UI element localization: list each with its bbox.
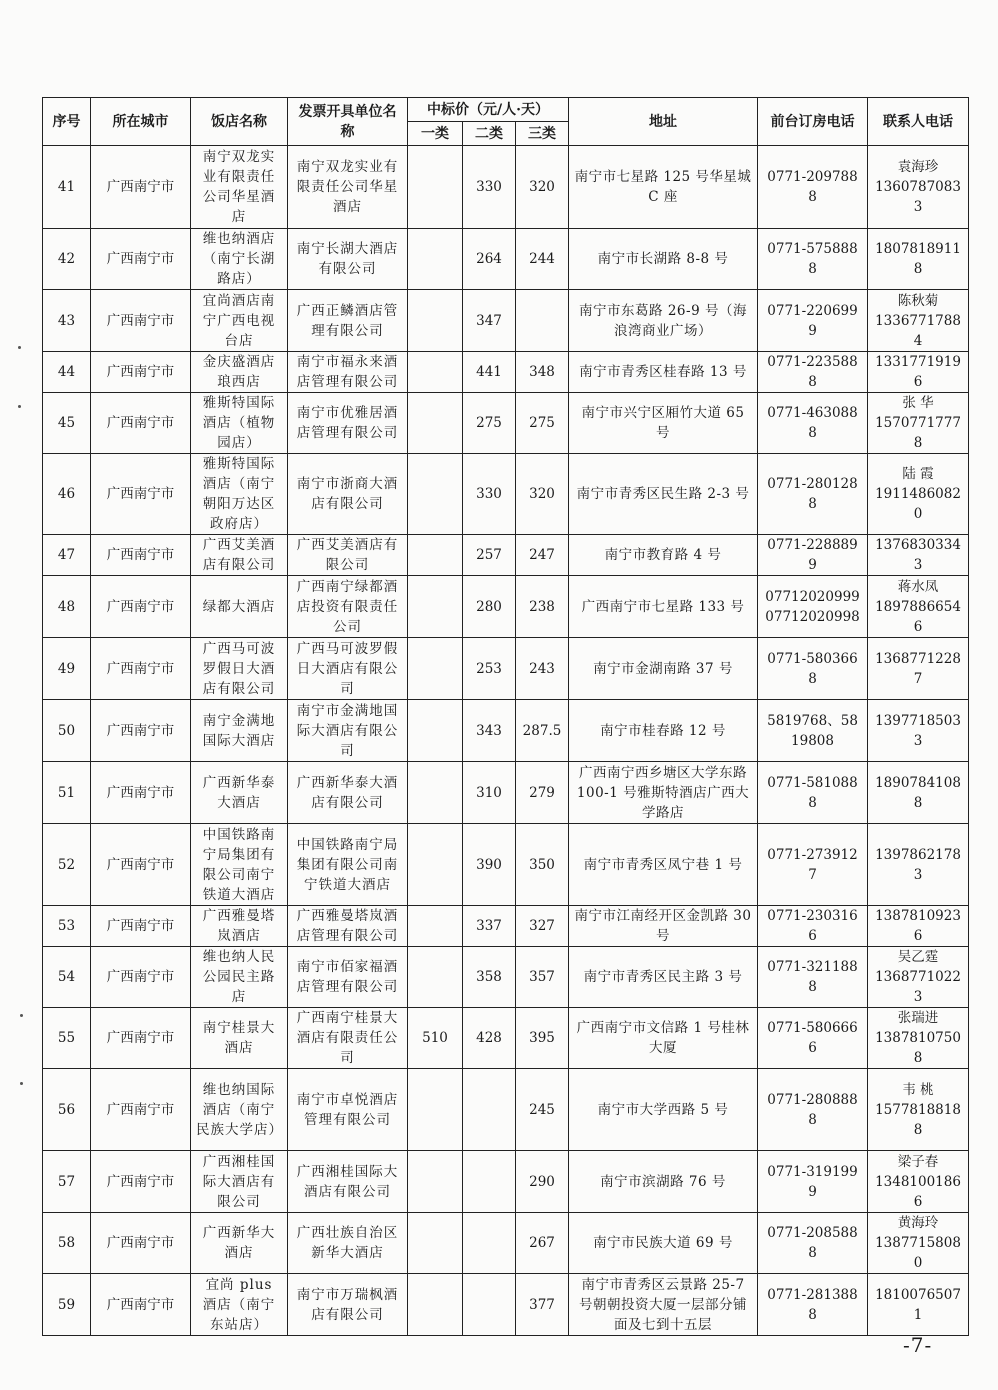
- cell-price-class3: 247: [516, 535, 569, 576]
- hotel-table: [42, 97, 969, 1336]
- cell-seq: 55: [43, 1008, 91, 1069]
- cell-contact: [868, 947, 969, 1008]
- cell-front-phone: 0771-5758888: [758, 229, 868, 290]
- cell-seq: 49: [43, 638, 91, 700]
- scan-speck: [20, 1082, 23, 1085]
- scan-speck: [20, 1014, 23, 1017]
- cell-hotel-name: 中国铁路南宁局集团有限公司南宁铁道大酒店: [191, 824, 288, 906]
- cell-price-class2: 330: [463, 454, 516, 535]
- scan-speck: [18, 405, 21, 408]
- cell-hotel-name: 维也纳国际酒店（南宁民族大学店）: [191, 1069, 288, 1151]
- contact-phone: 13367717884: [875, 312, 961, 349]
- cell-front-phone: 0771-5806666: [758, 1008, 868, 1069]
- cell-contact: [868, 638, 969, 700]
- cell-contact: [868, 762, 969, 824]
- cell-invoice-unit: 广西艾美酒店有限公司: [288, 535, 408, 576]
- cell-city: 广西南宁市: [91, 576, 191, 638]
- cell-price-class3: 348: [516, 352, 569, 393]
- cell-city: 广西南宁市: [91, 947, 191, 1008]
- table-row: [43, 1151, 969, 1213]
- cell-price-class2: 441: [463, 352, 516, 393]
- cell-address: 南宁市青秀区民主路 3 号: [569, 947, 758, 1008]
- cell-front-phone: 5819768、5819808: [758, 700, 868, 762]
- cell-address: 广西南宁市七星路 133 号: [569, 576, 758, 638]
- contact-phone: 18978866546: [875, 598, 961, 635]
- cell-hotel-name: 雅斯特国际酒店（南宁朝阳万达区政府店）: [191, 454, 288, 535]
- cell-seq: 52: [43, 824, 91, 906]
- header-hotel: 饭店名称: [191, 98, 288, 146]
- cell-price-class2: 280: [463, 576, 516, 638]
- cell-contact: [868, 393, 969, 454]
- cell-price-class2: 358: [463, 947, 516, 1008]
- cell-price-class1: [408, 146, 463, 229]
- cell-city: 广西南宁市: [91, 352, 191, 393]
- cell-contact: [868, 906, 969, 947]
- contact-phone: 13607870833: [875, 179, 961, 215]
- cell-city: 广西南宁市: [91, 393, 191, 454]
- cell-contact: [868, 146, 969, 229]
- table-row: [43, 1008, 969, 1069]
- cell-front-phone: 0771-5810888: [758, 762, 868, 824]
- contact-name: 黄海玲: [897, 1215, 939, 1231]
- cell-price-class1: [408, 229, 463, 290]
- cell-price-class1: [408, 700, 463, 762]
- cell-address: 南宁市江南经开区金凯路 30 号: [569, 906, 758, 947]
- cell-hotel-name: 广西雅曼塔岚酒店: [191, 906, 288, 947]
- cell-address: 南宁市青秀区云景路 25-7 号朝朝投资大厦一层部分铺面及七到十五层: [569, 1274, 758, 1336]
- cell-hotel-name: 维也纳人民公园民主路店: [191, 947, 288, 1008]
- cell-address: 南宁市滨湖路 76 号: [569, 1151, 758, 1213]
- contact-phone: 15778188188: [875, 1101, 961, 1138]
- cell-price-class3: 395: [516, 1008, 569, 1069]
- cell-contact: [868, 290, 969, 352]
- cell-invoice-unit: 南宁市卓悦酒店管理有限公司: [288, 1069, 408, 1151]
- contact-phone: 13768303343: [875, 537, 961, 573]
- cell-front-phone: 0771-2303166: [758, 906, 868, 947]
- cell-price-class2: 337: [463, 906, 516, 947]
- contact-phone: 18100765071: [875, 1286, 961, 1323]
- header-front-phone: 前台订房电话: [758, 98, 868, 146]
- cell-invoice-unit: 南宁双龙实业有限责任公司华星酒店: [288, 146, 408, 229]
- cell-price-class1: [408, 762, 463, 824]
- cell-front-phone: 0771-3191999: [758, 1151, 868, 1213]
- cell-invoice-unit: 南宁市福永来酒店管理有限公司: [288, 352, 408, 393]
- cell-price-class2: 330: [463, 146, 516, 229]
- cell-seq: 48: [43, 576, 91, 638]
- cell-contact: [868, 352, 969, 393]
- cell-hotel-name: 南宁金满地国际大酒店: [191, 700, 288, 762]
- cell-seq: 50: [43, 700, 91, 762]
- cell-front-phone: 0771-2097888: [758, 146, 868, 229]
- cell-price-class2: 257: [463, 535, 516, 576]
- cell-hotel-name: 金庆盛酒店琅西店: [191, 352, 288, 393]
- cell-price-class2: [463, 1069, 516, 1151]
- cell-price-class3: 245: [516, 1069, 569, 1151]
- cell-seq: 43: [43, 290, 91, 352]
- cell-price-class3: 320: [516, 146, 569, 229]
- cell-price-class1: [408, 947, 463, 1008]
- cell-city: 广西南宁市: [91, 1213, 191, 1274]
- cell-invoice-unit: 广西湘桂国际大酒店有限公司: [288, 1151, 408, 1213]
- cell-city: 广西南宁市: [91, 906, 191, 947]
- cell-address: 广西南宁市文信路 1 号桂林大厦: [569, 1008, 758, 1069]
- cell-price-class3: 279: [516, 762, 569, 824]
- cell-hotel-name: 广西湘桂国际大酒店有限公司: [191, 1151, 288, 1213]
- contact-name: 袁海珍: [897, 159, 939, 175]
- table-row: [43, 1069, 969, 1151]
- cell-address: 南宁市民族大道 69 号: [569, 1213, 758, 1274]
- cell-price-class1: [408, 535, 463, 576]
- cell-price-class2: 310: [463, 762, 516, 824]
- cell-seq: 54: [43, 947, 91, 1008]
- cell-contact: [868, 824, 969, 906]
- contact-name: 张瑞进: [897, 1010, 939, 1026]
- cell-contact: [868, 1008, 969, 1069]
- table-row: [43, 535, 969, 576]
- cell-front-phone: 0771-3211888: [758, 947, 868, 1008]
- cell-price-class1: [408, 290, 463, 352]
- cell-city: 广西南宁市: [91, 638, 191, 700]
- cell-price-class3: 243: [516, 638, 569, 700]
- cell-city: 广西南宁市: [91, 454, 191, 535]
- cell-price-class2: [463, 1274, 516, 1336]
- cell-price-class2: 343: [463, 700, 516, 762]
- cell-address: 南宁市东葛路 26-9 号（海浪湾商业广场）: [569, 290, 758, 352]
- cell-city: 广西南宁市: [91, 146, 191, 229]
- cell-seq: 47: [43, 535, 91, 576]
- cell-invoice-unit: 南宁市万瑞枫酒店有限公司: [288, 1274, 408, 1336]
- cell-seq: 45: [43, 393, 91, 454]
- cell-price-class3: 290: [516, 1151, 569, 1213]
- cell-price-class1: [408, 1274, 463, 1336]
- cell-contact: [868, 1213, 969, 1274]
- contact-phone: 13877158080: [875, 1235, 961, 1271]
- cell-seq: 41: [43, 146, 91, 229]
- cell-price-class2: 428: [463, 1008, 516, 1069]
- cell-price-class2: 390: [463, 824, 516, 906]
- cell-invoice-unit: 中国铁路南宁局集团有限公司南宁铁道大酒店: [288, 824, 408, 906]
- cell-city: 广西南宁市: [91, 535, 191, 576]
- cell-hotel-name: 宜尚 plus 酒店（南宁东站店）: [191, 1274, 288, 1336]
- cell-price-class3: [516, 290, 569, 352]
- contact-phone: 13481001866: [875, 1173, 961, 1210]
- cell-address: 南宁市七星路 125 号华星城 C 座: [569, 146, 758, 229]
- contact-phone: 13978621783: [875, 846, 961, 883]
- table-row: [43, 1213, 969, 1274]
- cell-invoice-unit: 广西正鳞酒店管理有限公司: [288, 290, 408, 352]
- cell-seq: 46: [43, 454, 91, 535]
- contact-phone: 13878109236: [875, 908, 961, 944]
- cell-price-class1: [408, 1213, 463, 1274]
- contact-phone: 15707717778: [875, 415, 961, 451]
- header-class3: 三类: [516, 122, 569, 146]
- cell-address: 南宁市大学西路 5 号: [569, 1069, 758, 1151]
- cell-seq: 42: [43, 229, 91, 290]
- cell-invoice-unit: 广西马可波罗假日大酒店有限公司: [288, 638, 408, 700]
- contact-phone: 18907841088: [875, 774, 961, 811]
- cell-invoice-unit: 南宁市金满地国际大酒店有限公司: [288, 700, 408, 762]
- header-invoice: 发票开具单位名称: [288, 98, 408, 146]
- cell-invoice-unit: 南宁长湖大酒店有限公司: [288, 229, 408, 290]
- contact-name: 韦 桃: [902, 1081, 934, 1098]
- cell-price-class3: 275: [516, 393, 569, 454]
- table-row: [43, 393, 969, 454]
- contact-name: 梁子春: [897, 1153, 939, 1170]
- cell-contact: [868, 454, 969, 535]
- cell-price-class1: [408, 576, 463, 638]
- cell-front-phone: 07712020999 07712020998: [758, 576, 868, 638]
- cell-hotel-name: 南宁双龙实业有限责任公司华星酒店: [191, 146, 288, 229]
- table-row: [43, 1274, 969, 1336]
- table-row: [43, 700, 969, 762]
- header-class2: 二类: [463, 122, 516, 146]
- cell-address: 南宁市金湖南路 37 号: [569, 638, 758, 700]
- cell-city: 广西南宁市: [91, 700, 191, 762]
- page-number: -7-: [903, 1333, 933, 1357]
- cell-contact: [868, 1151, 969, 1213]
- cell-price-class1: [408, 824, 463, 906]
- cell-city: 广西南宁市: [91, 229, 191, 290]
- contact-phone: 13687710223: [875, 969, 961, 1005]
- cell-address: 广西南宁西乡塘区大学东路 100-1 号雅斯特酒店广西大学路店: [569, 762, 758, 824]
- cell-invoice-unit: 广西南宁绿都酒店投资有限责任公司: [288, 576, 408, 638]
- cell-address: 南宁市青秀区民生路 2-3 号: [569, 454, 758, 535]
- table-row: [43, 638, 969, 700]
- scan-speck: [18, 346, 21, 349]
- cell-address: 南宁市青秀区桂春路 13 号: [569, 352, 758, 393]
- contact-name: 吴乙霆: [897, 949, 939, 965]
- cell-price-class3: 244: [516, 229, 569, 290]
- cell-hotel-name: 广西艾美酒店有限公司: [191, 535, 288, 576]
- table-row: [43, 762, 969, 824]
- cell-price-class3: 377: [516, 1274, 569, 1336]
- cell-price-class3: 327: [516, 906, 569, 947]
- contact-phone: 18078189118: [875, 241, 961, 277]
- cell-price-class2: 347: [463, 290, 516, 352]
- cell-address: 南宁市桂春路 12 号: [569, 700, 758, 762]
- cell-hotel-name: 维也纳酒店（南宁长湖路店）: [191, 229, 288, 290]
- cell-address: 南宁市兴宁区厢竹大道 65 号: [569, 393, 758, 454]
- cell-invoice-unit: 南宁市佰家福酒店管理有限公司: [288, 947, 408, 1008]
- cell-city: 广西南宁市: [91, 1151, 191, 1213]
- cell-hotel-name: 雅斯特国际酒店（植物园店）: [191, 393, 288, 454]
- cell-front-phone: 0771-2235888: [758, 352, 868, 393]
- cell-seq: 58: [43, 1213, 91, 1274]
- cell-address: 南宁市长湖路 8-8 号: [569, 229, 758, 290]
- cell-front-phone: 0771-5803668: [758, 638, 868, 700]
- cell-hotel-name: 绿都大酒店: [191, 576, 288, 638]
- cell-price-class1: [408, 906, 463, 947]
- cell-contact: [868, 1069, 969, 1151]
- cell-price-class2: 275: [463, 393, 516, 454]
- cell-price-class3: 238: [516, 576, 569, 638]
- cell-city: 广西南宁市: [91, 1069, 191, 1151]
- cell-front-phone: 0771-2288899: [758, 535, 868, 576]
- cell-invoice-unit: 南宁市浙商大酒店有限公司: [288, 454, 408, 535]
- cell-seq: 56: [43, 1069, 91, 1151]
- contact-name: 张 华: [902, 395, 934, 411]
- header-address: 地址: [569, 98, 758, 146]
- cell-price-class1: [408, 638, 463, 700]
- contact-phone: 13317719196: [875, 354, 961, 390]
- contact-phone: 13977185033: [875, 712, 961, 749]
- cell-price-class3: 287.5: [516, 700, 569, 762]
- table-row: [43, 146, 969, 229]
- table-row: [43, 229, 969, 290]
- table-row: [43, 454, 969, 535]
- table-row: [43, 290, 969, 352]
- table-row: [43, 906, 969, 947]
- cell-city: 广西南宁市: [91, 1008, 191, 1069]
- contact-phone: 13687712287: [875, 650, 961, 687]
- cell-invoice-unit: 广西南宁桂景大酒店有限责任公司: [288, 1008, 408, 1069]
- cell-hotel-name: 宜尚酒店南宁广西电视台店: [191, 290, 288, 352]
- cell-city: 广西南宁市: [91, 1274, 191, 1336]
- contact-name: 陆 霞: [902, 466, 934, 482]
- cell-city: 广西南宁市: [91, 762, 191, 824]
- header-contact-phone: 联系人电话: [868, 98, 969, 146]
- cell-seq: 57: [43, 1151, 91, 1213]
- header-price: 中标价（元/人·天）: [408, 98, 569, 122]
- cell-hotel-name: 广西新华泰大酒店: [191, 762, 288, 824]
- cell-front-phone: 0771-2801288: [758, 454, 868, 535]
- header-class1: 一类: [408, 122, 463, 146]
- cell-hotel-name: 南宁桂景大酒店: [191, 1008, 288, 1069]
- table-row: [43, 352, 969, 393]
- cell-price-class1: [408, 1069, 463, 1151]
- cell-city: 广西南宁市: [91, 824, 191, 906]
- cell-seq: 53: [43, 906, 91, 947]
- cell-contact: [868, 229, 969, 290]
- cell-front-phone: 0771-2739127: [758, 824, 868, 906]
- cell-seq: 44: [43, 352, 91, 393]
- header-seq: 序号: [43, 98, 91, 146]
- cell-front-phone: 0771-4630888: [758, 393, 868, 454]
- cell-price-class2: 253: [463, 638, 516, 700]
- cell-price-class2: 264: [463, 229, 516, 290]
- cell-seq: 51: [43, 762, 91, 824]
- cell-price-class1: [408, 352, 463, 393]
- cell-price-class1: 510: [408, 1008, 463, 1069]
- cell-price-class3: 267: [516, 1213, 569, 1274]
- cell-invoice-unit: 广西雅曼塔岚酒店管理有限公司: [288, 906, 408, 947]
- table-row: [43, 824, 969, 906]
- cell-invoice-unit: 南宁市优雅居酒店管理有限公司: [288, 393, 408, 454]
- cell-invoice-unit: 广西新华泰大酒店有限公司: [288, 762, 408, 824]
- cell-contact: [868, 535, 969, 576]
- cell-hotel-name: 广西新华大酒店: [191, 1213, 288, 1274]
- contact-phone: 13878107508: [875, 1030, 961, 1066]
- cell-price-class2: [463, 1151, 516, 1213]
- cell-price-class3: 350: [516, 824, 569, 906]
- cell-contact: [868, 576, 969, 638]
- cell-price-class3: 320: [516, 454, 569, 535]
- cell-price-class3: 357: [516, 947, 569, 1008]
- cell-address: 南宁市教育路 4 号: [569, 535, 758, 576]
- cell-contact: [868, 700, 969, 762]
- contact-name: 陈秋菊: [897, 292, 939, 309]
- cell-front-phone: 0771-2085888: [758, 1213, 868, 1274]
- cell-front-phone: 0771-2813888: [758, 1274, 868, 1336]
- cell-seq: 59: [43, 1274, 91, 1336]
- table-row: [43, 576, 969, 638]
- contact-name: 蒋水凤: [897, 578, 939, 595]
- contact-phone: 19114860820: [875, 486, 961, 522]
- cell-hotel-name: 广西马可波罗假日大酒店有限公司: [191, 638, 288, 700]
- cell-contact: [868, 1274, 969, 1336]
- cell-city: 广西南宁市: [91, 290, 191, 352]
- cell-price-class2: [463, 1213, 516, 1274]
- cell-front-phone: 0771-2206999: [758, 290, 868, 352]
- cell-price-class1: [408, 454, 463, 535]
- cell-price-class1: [408, 1151, 463, 1213]
- cell-front-phone: 0771-2808888: [758, 1069, 868, 1151]
- table-row: [43, 947, 969, 1008]
- cell-invoice-unit: 广西壮族自治区新华大酒店: [288, 1213, 408, 1274]
- cell-price-class1: [408, 393, 463, 454]
- cell-address: 南宁市青秀区凤宁巷 1 号: [569, 824, 758, 906]
- header-city: 所在城市: [91, 98, 191, 146]
